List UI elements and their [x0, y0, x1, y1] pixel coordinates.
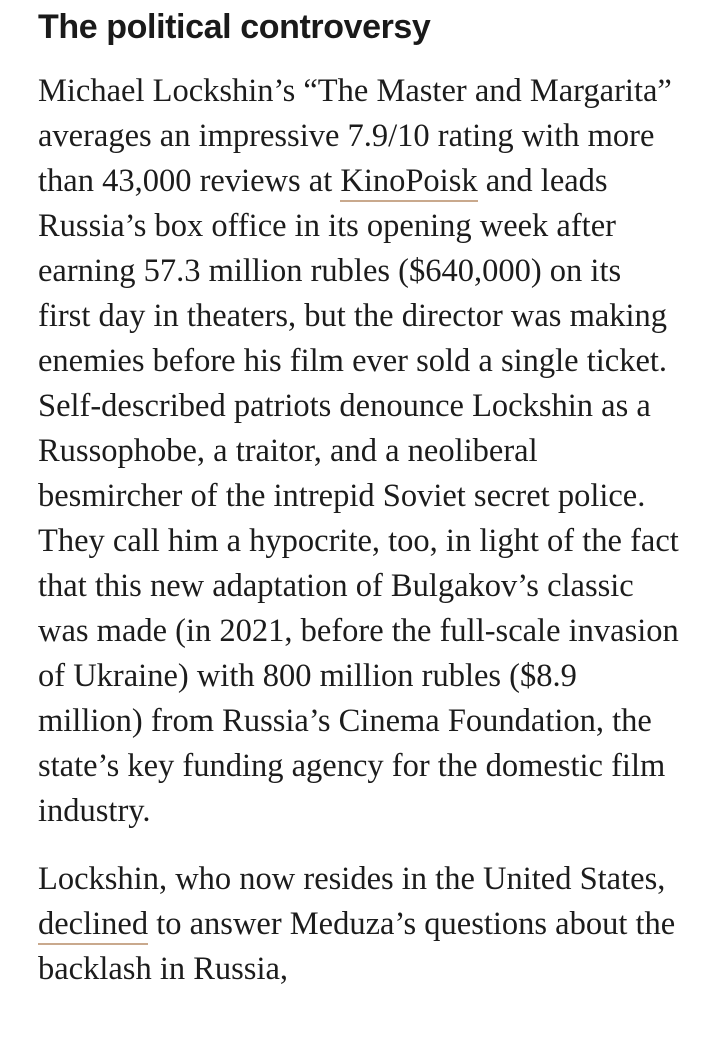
section-heading: The political controversy: [38, 8, 431, 46]
paragraph-1-text-end: and leads Russia’s box office in its opening week after earning 57.3 million rubles ($640,000) on its first day in theaters, but the director was making enemies before his film ever sold a single ticket. Self-described patriots denounce Lockshin as a Russophobe, a traitor, and a neoliberal besmircher of the intrepid Soviet secret police. They call him a hypocrite, too, in light of the fact that this new adaptation of Bulgakov’s classic was made (in 2021, before the full-scale invasion of Ukraine) with 800 million rubles ($8.9 million) from Russia’s Cinema Foundation, the state’s key funding agency for the domestic film industry.: [38, 163, 679, 829]
paragraph-1: [38, 69, 680, 834]
paragraph-2: [38, 857, 680, 992]
paragraph-2-text-start: Lockshin, who now resides in the United States,: [38, 861, 666, 897]
paragraph-1-text-start: Michael Lockshin’s “The Master and Margarita” averages an impressive 7.9/10 rating with more than 43,000 reviews at: [38, 73, 672, 199]
declined-link[interactable]: declined: [38, 906, 148, 945]
paragraph-2-text-end: to answer Meduza’s questions about the backlash in Russia,: [38, 906, 676, 987]
kinopoisk-link[interactable]: KinoPoisk: [340, 163, 477, 202]
article-body: [38, 0, 680, 992]
